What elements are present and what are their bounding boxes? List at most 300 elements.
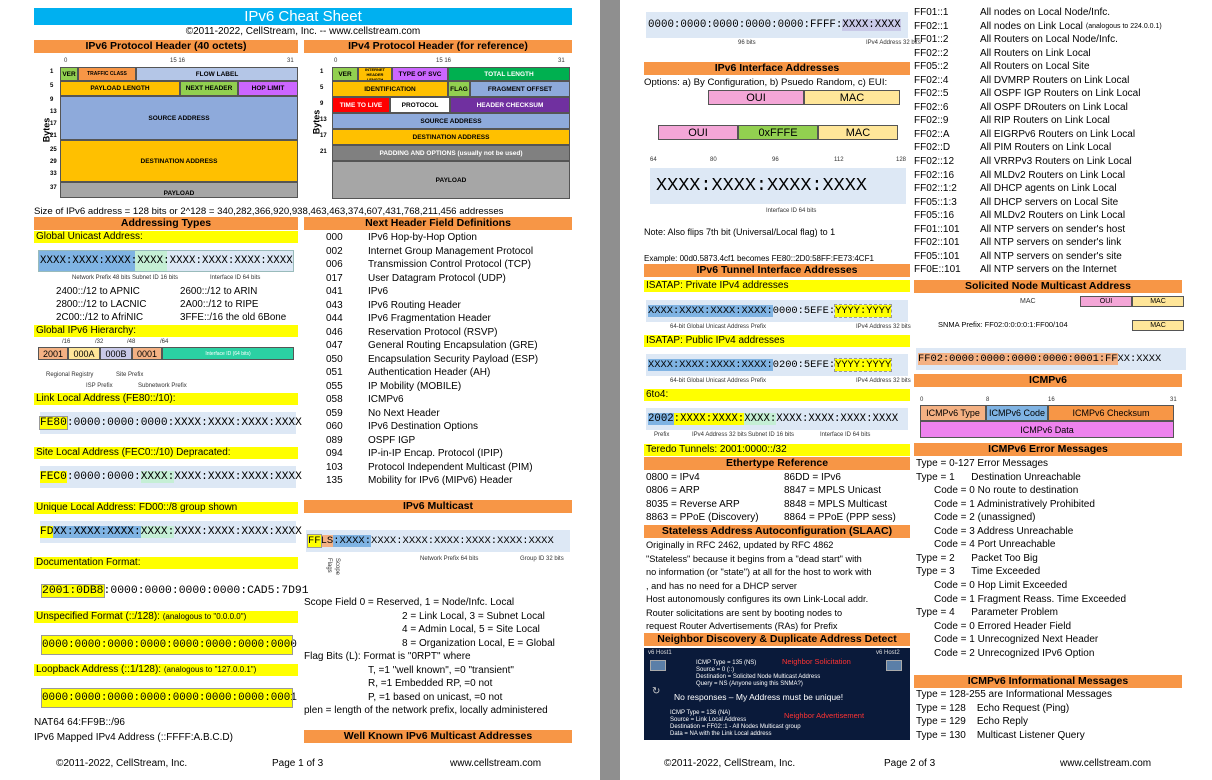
mc-label: Group ID 32 bits: [520, 556, 564, 562]
wk-address: FF02::1:2: [914, 183, 957, 195]
isatap-prefix: XXXX:XXXX:XXXX:XXXX:: [648, 305, 773, 317]
next-header-row: [326, 353, 576, 367]
next-header-row: [326, 420, 576, 434]
field-total-length: TOTAL LENGTH: [448, 67, 570, 81]
mc-prefix: FF: [308, 535, 321, 547]
hier-cell: 2001: [38, 347, 68, 360]
rir-entry: 3FFE::/16 the old 6Bone: [180, 312, 287, 323]
teredo-label: Teredo Tunnels: 2001:0000::/32: [644, 444, 910, 456]
field-identification: IDENTIFICATION: [332, 81, 448, 97]
wk-desc: All DHCP servers on Local Site: [980, 196, 1119, 208]
loopback-note: (analogous to "127.0.0.1"): [163, 665, 257, 674]
hier-label: Subnetwork Prefix: [138, 383, 187, 389]
label-subnet-id: Subnet ID 16 bits: [132, 275, 179, 281]
nd-ns-line: Destination = Solicited Node Multicast Address: [696, 674, 821, 680]
sixto4-prefix: 2002: [648, 413, 674, 425]
ethertype-entry: 8863 = PPoE (Discovery): [646, 511, 759, 523]
unspecified-label: [34, 611, 298, 623]
nd-host1: v6 Host1: [648, 650, 672, 656]
wk-address: FF01::101: [914, 223, 960, 235]
sixto4-label-part: Interface ID 64 bits: [820, 432, 871, 438]
well-known-row: [914, 6, 1210, 20]
next-header-row: [326, 231, 576, 245]
scope-line: Scope Field 0 = Reserved, 1 = Node/Infc. Local: [304, 597, 515, 608]
field-payload-length: PAYLOAD LENGTH: [60, 81, 180, 96]
ethertype-entry: 0806 = ARP: [646, 485, 700, 497]
ula-diagram: [40, 521, 302, 543]
nh-code: 044: [326, 313, 343, 324]
error-line: Code = 0 No route to destination: [934, 485, 1079, 497]
well-known-row: [914, 47, 1210, 61]
icmp-tick: 16: [1048, 397, 1055, 403]
wk-desc: All RIP Routers on Link Local: [980, 115, 1110, 127]
field-ihl: INTERNET HEADER LENGTH: [358, 67, 392, 81]
sixto4-label-part: IPv4 Address 32 bits: [692, 432, 747, 438]
eui-fffe: 0xFFFE: [738, 125, 818, 140]
wk-address: FF02::1: [914, 20, 949, 32]
hier-cell: Interface ID (64 bits): [162, 347, 294, 360]
page-gutter: [600, 0, 620, 780]
next-header-row: [326, 461, 576, 475]
multicast-title: IPv6 Multicast: [304, 500, 572, 513]
well-known-row: [914, 155, 1210, 169]
nh-desc: Encapsulation Security Payload (ESP): [368, 353, 539, 365]
slaac-title: Stateless Address Autoconfiguration (SLAAC): [644, 525, 910, 538]
eui-oui-2: OUI: [658, 125, 738, 140]
refresh-icon: ↻: [652, 686, 661, 697]
icmp-tick: 8: [986, 397, 990, 403]
ethertype-entry: 8035 = Reverse ARP: [646, 498, 740, 510]
snma-diagram: [916, 348, 1186, 370]
nh-code: 058: [326, 394, 343, 405]
ipv4-header-title: IPv4 Protocol Header (for reference): [304, 40, 572, 53]
field-next-header: NEXT HEADER: [180, 81, 238, 96]
copyright: ©2011-2022, CellStream, Inc. -- www.cellstream.com: [185, 26, 421, 37]
wk-address: FF0E::101: [914, 264, 961, 276]
row-number: 5: [320, 85, 324, 91]
top-label: 96 bits: [738, 40, 756, 46]
nh-desc: Mobility for IPv6 (MIPv6) Header: [368, 475, 513, 486]
doc-prefix: 2001:0DB8: [42, 585, 104, 597]
error-line: Code = 4 Port Unreachable: [934, 539, 1056, 551]
wk-desc: All NTP servers on sender's link: [980, 237, 1122, 249]
well-known-list: [914, 6, 1210, 277]
field-payload: PAYLOAD: [332, 161, 570, 199]
slaac-line: "Stateless" because it begins from a "dead start" with: [646, 553, 862, 564]
next-header-row: [326, 380, 576, 394]
nh-code: 002: [326, 245, 343, 257]
ula-random: XX:XXXX:XXXX:: [53, 526, 141, 538]
wk-address: FF02::12: [914, 156, 955, 168]
sixto4-label-part: Prefix: [654, 432, 670, 438]
next-header-row: [326, 474, 576, 488]
rir-entry: 2800::/12 to LACNIC: [56, 299, 147, 310]
global-unicast-label: Global Unicast Address:: [34, 231, 298, 243]
well-known-row: [914, 87, 1210, 101]
nat64: NAT64 64:FF9B::/96: [34, 717, 125, 728]
next-header-row: [326, 272, 576, 286]
row-number: 21: [320, 149, 327, 155]
field-destination-address: DESTINATION ADDRESS: [60, 140, 298, 182]
well-known-row: [914, 182, 1210, 196]
eui-tick: 112: [834, 157, 844, 163]
mapped-diagram: [646, 12, 908, 38]
nh-desc: OSPF IGP: [368, 434, 416, 446]
scope-line: 2 = Link Local, 3 = Subnet Local: [402, 610, 545, 622]
field-flow-label: FLOW LABEL: [136, 67, 298, 81]
next-header-row: [326, 299, 576, 313]
eui-oui: OUI: [708, 90, 804, 105]
nd-diagram: [644, 648, 910, 740]
icmpv6-title: ICMPv6: [914, 374, 1182, 387]
rir-entry: 2A00::/12 to RIPE: [180, 299, 259, 310]
row-number: 17: [50, 121, 57, 127]
multicast-diagram: [306, 530, 570, 552]
page-2: [620, 0, 1212, 780]
eui-64-diagram: [650, 168, 906, 204]
site-local-label: Site Local Address (FEC0::/10) Depracated:: [34, 447, 298, 459]
ethertype-title: Ethertype Reference: [644, 457, 910, 470]
nh-code: 103: [326, 461, 343, 473]
nh-desc: General Routing Encapsulation (GRE): [368, 340, 538, 351]
nd-ns-line: Source = 0 (::): [696, 667, 735, 673]
nh-code: 060: [326, 421, 343, 432]
field-flag: FLAG: [448, 81, 470, 97]
sl-prefix: FEC0: [40, 471, 67, 483]
field-protocol: PROTOCOL: [390, 97, 450, 113]
nd-na-lines: [670, 710, 801, 738]
global-unicast-diagram: [38, 250, 294, 272]
rir-entry: 2600::/12 to ARIN: [180, 286, 258, 297]
footer-copyright: ©2011-2022, CellStream, Inc.: [56, 758, 188, 769]
ula-prefix: FD: [40, 526, 54, 538]
unspecified-address: 0000:0000:0000:0000:0000:0000:0000:0000: [42, 636, 292, 654]
rir-entry: 2C00::/12 to AfriNIC: [56, 312, 144, 323]
nh-code: 051: [326, 367, 343, 378]
next-header-row: [326, 312, 576, 326]
ula-label: Unique Local Address: FD00::/8 group shown: [34, 502, 298, 514]
sixto4-subnet: XXXX:: [744, 413, 777, 425]
next-header-row: [326, 339, 576, 353]
nh-code: 094: [326, 448, 343, 459]
row-number: 17: [320, 133, 327, 139]
bytes-label: Bytes: [41, 117, 52, 143]
next-header-row: [326, 285, 576, 299]
wk-address: FF02::6: [914, 101, 949, 113]
error-line: Type = 3 Time Exceeded: [916, 566, 1041, 578]
slaac-line: no information (or "state") at all for the host to work with: [646, 567, 872, 577]
scope-line: plen = length of the network prefix, locally administered: [304, 705, 548, 716]
well-known-row: [914, 209, 1210, 223]
nd-ns-line: Query = NS (Anyone using this SNMA?): [696, 681, 803, 687]
eui-tick: 64: [650, 157, 657, 163]
field-ttl: TIME TO LIVE: [332, 97, 390, 113]
sixto4-label-part: Subnet ID 16 bits: [748, 432, 795, 438]
wk-desc: All NTP servers on sender's host: [980, 223, 1126, 235]
label-network-prefix: Network Prefix 48 bits: [72, 275, 131, 281]
hier-cell: 000A: [68, 347, 100, 360]
nh-code: 047: [326, 340, 343, 351]
ipv6-header-title: IPv6 Protocol Header (40 octets): [34, 40, 298, 53]
nd-na-line: Destination = FF02::1 - All Nodes Multicast group: [670, 724, 801, 730]
nd-na-label: Neighbor Advertisement: [784, 711, 865, 720]
row-number: 29: [50, 159, 57, 165]
ll-interface-id: XXXX:XXXX:XXXX:XXXX: [174, 417, 302, 429]
row-number: 33: [50, 171, 57, 177]
link-local-diagram: [40, 412, 302, 434]
sixto4-diagram: [646, 408, 908, 430]
nh-code: 043: [326, 299, 343, 311]
ll-prefix: FE80: [40, 417, 67, 429]
nd-na-line: Data = NA with the Link Local address: [670, 731, 772, 737]
ethertype-entry: 86DD = IPv6: [784, 472, 841, 483]
error-line: Type = 1 Destination Unreachable: [916, 471, 1081, 483]
well-known-row: [914, 60, 1210, 74]
nh-code: 055: [326, 380, 343, 392]
field-version: VER: [332, 67, 358, 81]
rir-entry: 2400::/12 to APNIC: [56, 286, 140, 297]
icmp-type: ICMPv6 Type: [920, 405, 986, 421]
loopback-label: [34, 664, 298, 676]
next-header-row: [326, 366, 576, 380]
bit-tick: 0: [334, 58, 338, 64]
hierarchy-label: Global IPv6 Hierarchy:: [34, 325, 298, 337]
wk-address: FF02::9: [914, 115, 949, 127]
next-header-row: [326, 407, 576, 421]
nh-code: 050: [326, 353, 343, 365]
isatap-prefix: XXXX:XXXX:XXXX:XXXX:: [648, 359, 773, 371]
sixto4-label: 6to4:: [644, 389, 910, 401]
wk-desc: All EIGRPv6 Routers on Link Local: [980, 128, 1136, 140]
tunnel-title: IPv6 Tunnel Interface Addresses: [644, 264, 910, 277]
isatap-private-diagram: [646, 300, 908, 322]
eui-tick: 80: [710, 157, 717, 163]
doc-rest: :0000:0000:0000:0000:CAD5:7D91: [103, 585, 309, 597]
mc-label: Network Prefix 64 bits: [420, 556, 479, 562]
ethertype-entry: 8864 = PPoE (PPP sess): [784, 511, 896, 523]
wk-desc: All nodes on Local Node/Infc.: [980, 7, 1111, 18]
wk-desc: All OSPF IGP Routers on Link Local: [980, 88, 1141, 100]
wk-note: (analogous to 224.0.0.1): [1085, 22, 1162, 30]
nh-code: 135: [326, 475, 343, 486]
wk-desc: All Routers on Link Local: [980, 47, 1091, 59]
mapped-ipv4: XXXX:XXXX: [842, 19, 901, 31]
nd-title: Neighbor Discovery & Duplicate Address Detect: [644, 633, 910, 646]
sl-zeros: :0000:0000:: [66, 471, 141, 483]
field-destination-address: DESTINATION ADDRESS: [332, 129, 570, 145]
well-known-title: Well Known IPv6 Multicast Addresses: [304, 730, 572, 743]
field-hop-limit: HOP LIMIT: [238, 81, 298, 96]
isatap-public-label: ISATAP: Public IPv4 addresses: [644, 335, 910, 347]
ula-subnet: XXXX:: [140, 526, 175, 538]
error-line: Code = 1 Administratively Prohibited: [934, 498, 1095, 510]
field-header-checksum: HEADER CHECKSUM: [450, 97, 570, 113]
ula-interface-id: XXXX:XXXX:XXXX:XXXX: [174, 526, 302, 538]
footer-copyright: ©2011-2022, CellStream, Inc.: [664, 758, 796, 769]
scope-line: P, =1 based on unicast, =0 not: [368, 691, 503, 703]
nh-desc: IPv6 Routing Header: [368, 299, 461, 311]
info-line: Type = 128 Echo Request (Ping): [916, 702, 1070, 714]
error-line: Code = 2 Unrecognized IPv6 Option: [934, 647, 1095, 659]
nh-code: 000: [326, 232, 343, 243]
row-number: 13: [50, 109, 57, 115]
nd-na-line: Source = Link Local Address: [670, 717, 747, 723]
wk-desc: All DHCP agents on Link Local: [980, 183, 1117, 195]
nd-na-line: ICMP Type = 136 (NA): [670, 710, 731, 716]
wk-desc: All PIM Routers on Link Local: [980, 142, 1112, 154]
nh-desc: Authentication Header (AH): [368, 367, 491, 378]
field-traffic-class: TRAFFIC CLASS: [78, 67, 136, 81]
error-line: Type = 0-127 Error Messages: [916, 458, 1049, 469]
size-note: Size of IPv6 address = 128 bits or 2^128 = 340,282,366,920,938,463,463,374,607,431,768,211,456 addresses: [34, 206, 504, 217]
wk-desc: All MLDv2 Routers on Link Local: [980, 210, 1126, 222]
well-known-row: [914, 20, 1210, 34]
field-payload: PAYLOAD: [60, 182, 298, 198]
info-line: Type = 128-255 are Informational Messages: [916, 689, 1112, 700]
field-fragment-offset: FRAGMENT OFFSET: [470, 81, 570, 97]
nh-desc: User Datagram Protocol (UDP): [368, 272, 506, 284]
hier-label: Regional Registry: [46, 372, 94, 378]
row-number: 1: [320, 69, 324, 75]
snma-mac-2: MAC: [1132, 320, 1184, 331]
wk-desc: All DVMRP Routers on Link Local: [980, 74, 1130, 86]
scope-line: T, =1 "well known", =0 "transient": [368, 664, 514, 676]
nh-desc: Reservation Protocol (RSVP): [368, 326, 498, 338]
snma-mac-top: MAC: [1020, 298, 1036, 305]
well-known-row: [914, 128, 1210, 142]
icmp-checksum: ICMPv6 Checksum: [1048, 405, 1174, 421]
bit-tick: 31: [558, 58, 565, 64]
icmp-tick: 0: [920, 397, 924, 403]
snma-title: Solicited Node Multicast Address: [914, 280, 1182, 293]
isatap-label: IPv4 Address 32 bits: [856, 378, 911, 384]
mc-label: Scope: [334, 558, 340, 576]
mc-group: XXXX:XXXX:XXXX:XXXX:XXXX:XXXX: [371, 535, 554, 547]
snma-addr-prefix: FF02:0000:0000:0000:0000:0001:FF: [918, 353, 1118, 365]
nh-desc: Transmission Control Protocol (TCP): [368, 259, 532, 270]
wk-desc: All nodes on Link Local: [980, 20, 1083, 32]
eui-tick: 96: [772, 157, 779, 163]
nh-code: 046: [326, 326, 343, 338]
next-header-title: Next Header Field Definitions: [304, 217, 572, 230]
hier-tick: /32: [95, 339, 104, 345]
isatap-label: 64-bit Global Unicast Address Prefix: [670, 378, 767, 384]
wk-address: FF02::A: [914, 128, 950, 140]
mapped-prefix: 0000:0000:0000:0000:0000:FFFF:: [648, 19, 843, 31]
bit-tick: 0: [64, 58, 68, 64]
laptop-icon: [886, 660, 902, 671]
error-line: Code = 1 Unrecognized Next Header: [934, 634, 1099, 646]
addressing-title: Addressing Types: [34, 217, 298, 230]
info-line: Type = 129 Echo Reply: [916, 716, 1029, 728]
hier-tick: /16: [62, 339, 71, 345]
mapped-address: IPv6 Mapped IPv4 Address (::FFFF:A.B.C.D): [34, 732, 233, 743]
nh-desc: ICMPv6: [368, 394, 404, 405]
well-known-row: [914, 141, 1210, 155]
interface-addr-title: IPv6 Interface Addresses: [644, 62, 910, 75]
ethertype-entry: 0800 = IPv4: [646, 472, 700, 483]
scope-line: Flag Bits (L): Format is "0RPT" where: [304, 651, 471, 662]
slaac-line: request Router Advertisements (RAs) for Prefix: [646, 621, 838, 631]
next-header-row: [326, 326, 576, 340]
bit-tick: 15 16: [170, 58, 186, 64]
error-line: Type = 2 Packet Too Big: [916, 552, 1038, 564]
nd-ns-lines: [696, 660, 820, 688]
wk-address: FF05::16: [914, 210, 955, 222]
mc-network: :XXXX:: [333, 535, 372, 547]
slaac-line: , and has no need for a DHCP server: [646, 580, 797, 591]
wk-address: FF02::4: [914, 74, 949, 86]
unspecified-text: Unspecified Format (::/128):: [36, 611, 160, 622]
top-label: IPv4 Address 32 bits: [866, 40, 921, 46]
well-known-row: [914, 236, 1210, 250]
sl-interface-id: XXXX:XXXX:XXXX:XXXX: [174, 471, 302, 483]
isatap-ipv4: YYYY:YYYY: [835, 305, 892, 317]
ipv4-header-diagram: [308, 55, 572, 205]
field-source-address: SOURCE ADDRESS: [60, 96, 298, 140]
error-line: Code = 0 Hop Limit Exceeded: [934, 579, 1068, 591]
mc-label: Flags: [326, 558, 332, 573]
footer-url[interactable]: www.cellstream.com: [1060, 758, 1152, 769]
well-known-row: [914, 263, 1210, 277]
ll-zeros: :0000:0000:0000:: [66, 417, 175, 429]
nd-ns-line: ICMP Type = 135 (NS): [696, 660, 757, 666]
ethertype-entry: 8847 = MPLS Unicast: [784, 485, 881, 497]
footer-url[interactable]: www.cellstream.com: [450, 758, 542, 769]
wk-address: FF05::101: [914, 250, 960, 262]
error-line: Code = 2 (unassigned): [934, 512, 1036, 524]
nh-desc: IP Mobility (MOBILE): [368, 380, 462, 392]
scope-line: R, =1 Embedded RP, =0 not: [368, 678, 493, 689]
doc-address: [42, 582, 309, 600]
row-number: 13: [320, 117, 327, 123]
site-local-diagram: [40, 466, 302, 488]
next-header-list: [326, 231, 576, 488]
eui-address: XXXX:XXXX:XXXX:XXXX: [656, 175, 867, 196]
nh-desc: No Next Header: [368, 407, 440, 419]
slaac-line: Host autonomously configures its own Link-Local addr.: [646, 594, 869, 604]
row-number: 9: [50, 97, 54, 103]
isatap-label: IPv4 Address 32 bits: [856, 324, 911, 330]
slaac-line: Router solicitations are sent by booting nodes to: [646, 607, 843, 618]
nd-ns-label: Neighbor Solicitation: [782, 657, 851, 666]
next-header-row: [326, 447, 576, 461]
wk-address: FF02::16: [914, 169, 955, 181]
nh-desc: IP-in-IP Encap. Protocol (IPIP): [368, 448, 503, 459]
field-source-address: SOURCE ADDRESS: [332, 113, 570, 129]
example: Example: 00d0.5873.4cf1 becomes FE80::2D0:58FF:FE73:4CF1: [644, 254, 874, 263]
info-title: ICMPv6 Informational Messages: [914, 675, 1182, 688]
icmp-data: ICMPv6 Data: [920, 421, 1174, 438]
info-line: Type = 130 Multicast Listener Query: [916, 729, 1085, 741]
error-line: Type = 4 Parameter Problem: [916, 607, 1059, 619]
eui-label: Interface ID 64 bits: [766, 208, 817, 214]
row-number: 37: [50, 185, 57, 191]
wk-desc: All Routers on Local Node/Infc.: [980, 34, 1118, 46]
next-header-row: [326, 258, 576, 272]
eui-tick: 128: [896, 157, 907, 163]
well-known-row: [914, 223, 1210, 237]
row-number: 1: [50, 69, 54, 75]
well-known-row: [914, 250, 1210, 264]
well-known-row: [914, 196, 1210, 210]
hier-tick: /64: [160, 339, 169, 345]
wk-address: FF05::1:3: [914, 196, 957, 208]
hier-label: Site Prefix: [116, 372, 144, 378]
eui-mac-2: MAC: [818, 125, 898, 140]
wk-address: FF02::101: [914, 237, 960, 249]
snma-addr-suffix: XX:XXXX: [1117, 353, 1162, 365]
